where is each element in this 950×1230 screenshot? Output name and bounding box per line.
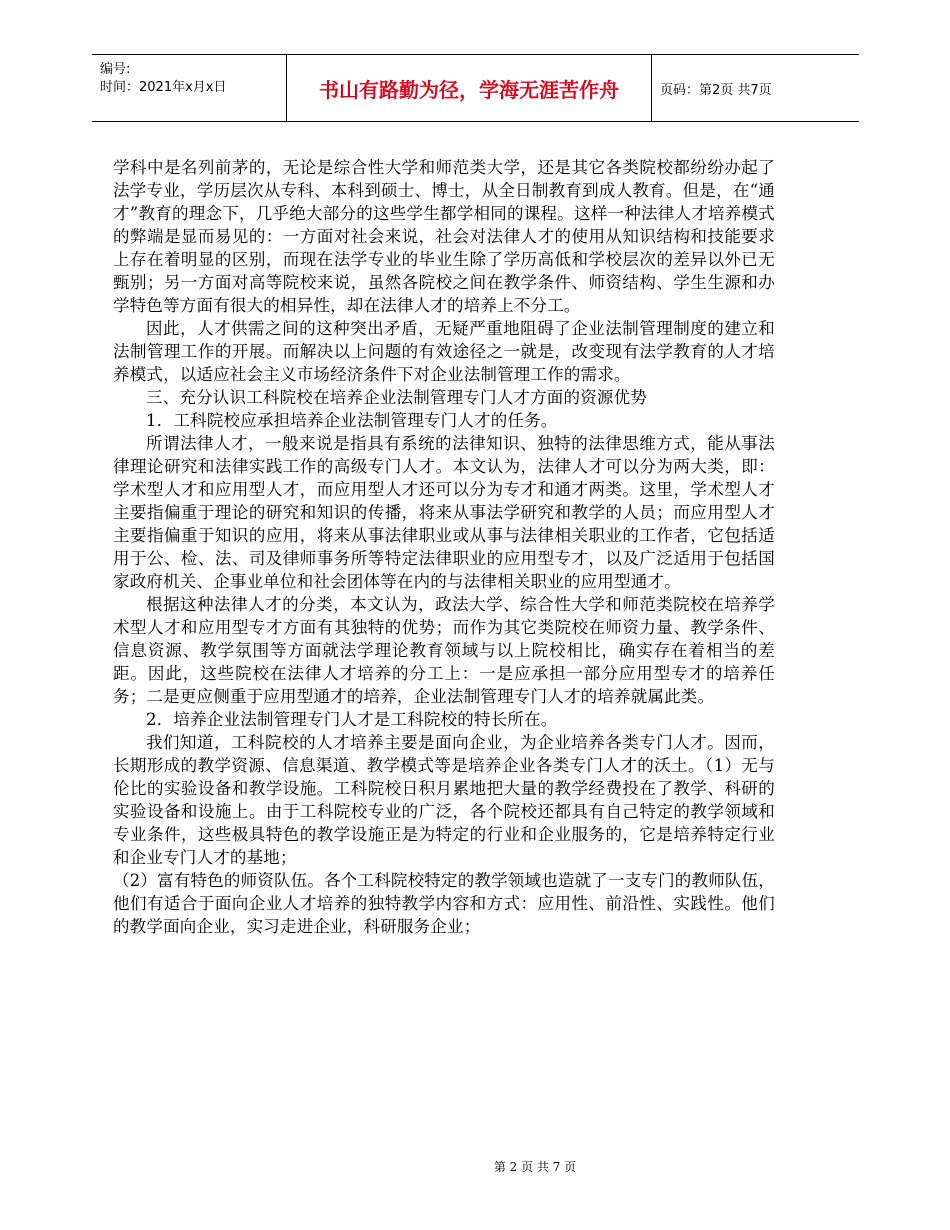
header-meta (92, 55, 286, 121)
section-heading-3: 三、充分认识工科院校在培养企业法制管理专门人才方面的资源优势 (146, 388, 647, 407)
body-paragraph-engineering: 我们知道，工科院校的人才培养主要是面向企业，为企业培养各类专门人才。因而，长期形成的教学资源、信息渠道、教学模式等是培养企业各类专门人才的沃土。（1）无与伦比的实验设备和教学设施。工科院校日积月累地把大量的教学经费投在了教学、科研的实验设备和设施上。由于工科院校专业的广泛，各个院校还都具有自己特定的教学领域和专业条件，这些极具特色的教学设施正是为特定的行业和企业服务的，它是培养特定行业和企业专门人才的基地； (113, 733, 775, 867)
body-paragraph-faculty: （2）富有特色的师资队伍。各个工科院校特定的教学领域也造就了一支专门的教师队伍，他们有适合于面向企业人才培养的独特教学内容和方式：应用性、前沿性、实践性。他们的教学面向企业，实习走进企业，科研服务企业； (113, 871, 775, 936)
header-motto: 书山有路勤为径，学海无涯苦作舟 (286, 55, 652, 121)
body-paragraph-legal-talent: 所谓法律人才，一般来说是指具有系统的法律知识、独特的法律思维方式，能从事法律理论研究和法律实践工作的高级专门人才。本文认为，法律人才可以分为两大类，即：学术型人才和应用型人才，而应用型人才还可以分为专才和通才两类。这里，学术型人才主要指偏重于理论的研究和知识的传播，将来从事法学研究和教学的人员；而应用型人才主要指偏重于知识的应用，将来从事法律职业或从事与法律相关职业的工作者，它包括适用于公、检、法、司及律师事务所等特定法律职业的应用型专才，以及广泛适用于包括国家政府机关、企事业单位和社会团体等在内的与法律相关职业的应用型通才。 (113, 434, 775, 591)
subsection-heading-1: 1．工科院校应承担培养企业法制管理专门人才的任务。 (146, 411, 558, 430)
subsection-heading-2: 2．培养企业法制管理专门人才是工科院校的特长所在。 (146, 710, 558, 729)
body-paragraph-2: 因此，人才供需之间的这种突出矛盾，无疑严重地阻碍了企业法制管理制度的建立和法制管理工作的开展。而解决以上问题的有效途径之一就是，改变现有法学教育的人才培养模式，以适应社会主义市场经济条件下对企业法制管理工作的需求。 (113, 319, 775, 384)
document-number-label: 编号: (100, 62, 131, 77)
body-paragraph-1: 学科中是名列前茅的，无论是综合性大学和师范类大学，还是其它各类院校都纷纷办起了法学专业，学历层次从专科、本科到硕士、博士，从全日制教育到成人教育。但是，在“通才”教育的理念下，几乎绝大部分的这些学生都学相同的课程。这样一种法律人才培养模式的弊端是显而易见的：一方面对社会来说，社会对法律人才的使用从知识结构和技能要求上存在着明显的区别，而现在法学专业的毕业生除了学历高低和学校层次的差异以外已无甄别；另一方面对高等院校来说，虽然各院校之间在教学条件、师资结构、学生生源和办学特色等方面有很大的相异性，却在法律人才的培养上不分工。 (113, 158, 775, 315)
page-footer: 第 2 页 共 7 页 (493, 1160, 577, 1174)
document-time-label: 时间：2021年x月x日 (100, 80, 227, 95)
document-body (113, 156, 775, 938)
page-header (92, 54, 859, 122)
body-paragraph-classification: 根据这种法律人才的分类，本文认为，政法大学、综合性大学和师范类院校在培养学术型人才和应用型专才方面有其独特的优势；而作为其它类院校在师资力量、教学条件、信息资源、教学氛围等方面就法学理论教育领域与以上院校相比，确实存在着相当的差距。因此，这些院校在法律人才培养的分工上：一是应承担一部分应用型专才的培养任务；二是更应侧重于应用型通才的培养，企业法制管理专门人才的培养就属此类。 (113, 595, 775, 706)
header-page-number: 页码：第2页 共7页 (660, 82, 772, 98)
